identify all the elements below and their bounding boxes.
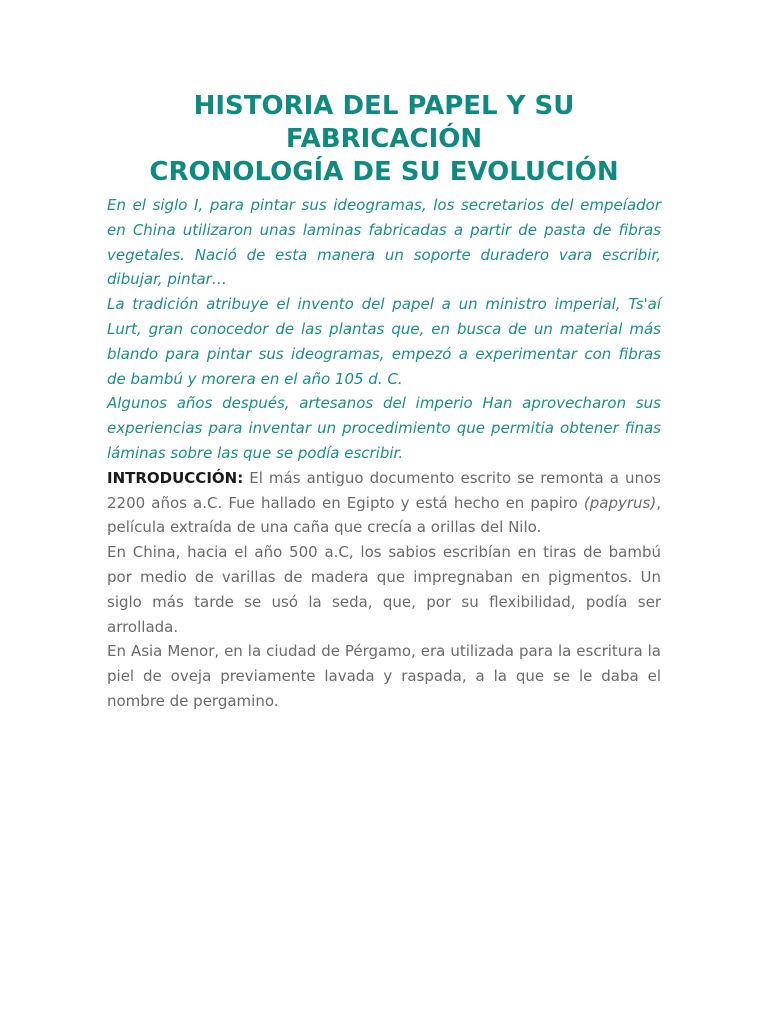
paragraph-artesanos-han: Algunos años después, artesanos del imperio Han aprovecharon sus experiencias para inventar un procedimiento que permitia obtener finas láminas sobre las que se podía escribir. <box>107 394 661 462</box>
intro-text-before: El más antiguo documento escrito se remonta a unos 2200 años a.C. Fue hallado en Egipto y está hecho en papiro <box>107 468 661 512</box>
history-italic-section <box>107 193 661 466</box>
paragraph-tradicion: La tradición atribuye el invento del papel a un ministro imperial, Ts'aí Lurt, gran conocedor de las plantas que, en busca de un material más blando para pintar sus ideogramas, empezó a experimentar con fibras de bambú y morera en el año 105 d. C. <box>107 295 661 388</box>
paragraph-asia-menor: En Asia Menor, en la ciudad de Pérgamo, era utilizada para la escritura la piel de oveja previamente lavada y raspada, a la que se le daba el nombre de pergamino. <box>107 642 661 710</box>
intro-text-after: , película extraída de una caña que crecía a orillas del Nilo. <box>107 493 661 537</box>
title-line-1: HISTORIA DEL PAPEL Y SU <box>193 91 575 121</box>
title-line-3: CRONOLOGÍA DE SU EVOLUCIÓN <box>149 157 619 187</box>
document-body <box>107 193 661 714</box>
paragraph-introduccion <box>107 466 661 540</box>
paragraph-china: En China, hacia el año 500 a.C, los sabios escribían en tiras de bambú por medio de varillas de madera que impregnaban en pigmentos. Un siglo más tarde se usó la seda, que, por su flexibilidad, podía ser arrollada. <box>107 543 661 636</box>
introduction-section <box>107 466 661 714</box>
title-line-2: FABRICACIÓN <box>285 124 483 154</box>
introduction-label: INTRODUCCIÓN: <box>107 468 244 487</box>
document-title <box>107 90 661 189</box>
paragraph-siglo-i: En el siglo I, para pintar sus ideogramas, los secretarios del empeíador en China utilizaron unas laminas fabricadas a partir de pasta de fibras vegetales. Nació de esta manera un soporte duradero vara escribir, dibujar, pintar… <box>107 196 661 289</box>
intro-italic-word: (papyrus) <box>583 493 657 512</box>
